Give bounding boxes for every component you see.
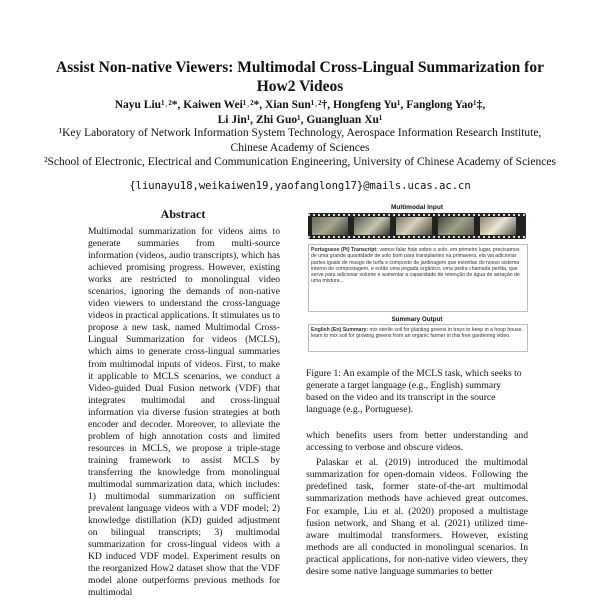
- authors-line-1: Nayu Liu¹˒²*, Kaiwen Wei¹˒²*, Xian Sun¹˒²†, Hongfeng Yu¹, Fanglong Yao¹‡,: [114, 99, 486, 111]
- right-column-body: [306, 430, 528, 578]
- summary-output-label: Summary Output: [391, 316, 443, 323]
- video-frame-3: [396, 217, 432, 235]
- abstract-text: Multimodal summarization for videos aims to generate summaries from multi-source information (videos, audio transcripts), which has achieved promising progress. However, existing works are restricted to monolingual video scenarios, ignoring the demands of non-native video viewers to understand the cross-language videos in practical applications. It stimulates us to propose a new task, named Multimodal Cross-Lingual Summarization for videos (MCLS), which aims to generate cross-lingual summaries from multimodal inputs of videos. First, to make it applicable to MCLS scenarios, we conduct a Video-guided Dual Fusion network (VDF) that integrates multimodal and cross-lingual information via diverse fusion strategies at both encoder and decoder. Moreover, to alleviate the problem of high annotation costs and limited resources in MCLS, we propose a triple-stage training framework to assist MCLS by transferring the knowledge from monolingual multimodal summarization data, which includes: 1) multimodal summarization on sufficient prevalent language videos with a VDF model; 2) knowledge distillation (KD) guided adjustment on bilingual transcripts; 3) multimodal summarization for cross-lingual videos with a KD induced VDF model. Experiment results on the reorganized How2 dataset show that the VDF model alone outperforms previous methods for multimodal: [88, 226, 280, 599]
- author-emails: {liunayu18,weikaiwen19,yaofanglong17}@mails.ucas.ac.cn: [129, 180, 471, 192]
- transcript-label: Portuguese (Pt) Transcript:: [311, 247, 378, 253]
- paper-title: Assist Non-native Viewers: Multimodal Cross-Lingual Summarization for How2 Videos: [56, 59, 544, 95]
- author-list: [40, 98, 560, 128]
- affiliation-1: ¹Key Laboratory of Network Information System Technology, Aerospace Information Research Institute, Chinese Academy of Sciences: [58, 127, 542, 154]
- video-frame-5: [480, 217, 516, 235]
- summary-box: [308, 324, 528, 352]
- film-perforation-bottom: [308, 236, 526, 238]
- figure-1: [306, 204, 528, 466]
- right-paragraph-2: Palaskar et al. (2019) introduced the multimodal summarization for open-domain videos. Following the predefined task, former state-of-the-art multimodal summarization methods have achieved great outcomes. For example, Liu et al. (2020) proposed a multistage fusion network, and Shang et al. (2021) utilized time-aware multimodal transformers. However, existing methods are all conducted in monolingual scenarios. In practical applications, for non-native video viewers, they desire some native language summaries to better: [306, 457, 528, 578]
- abstract-body: [88, 226, 280, 599]
- affiliation-2: ²School of Electronic, Electrical and Communication Engineering, University of Chinese Academy of Sciences: [44, 156, 556, 168]
- right-paragraph-1: which benefits users from better understanding and accessing to verbose and obscure videos.: [306, 430, 528, 454]
- summary-text: mix sterile soil for planting greens in trays to keep in a hoop house. learn to mix soil for growing greens from an organic farmer in this free gardening video.: [311, 327, 523, 340]
- figure-input-label: Multimodal Input: [391, 204, 443, 211]
- abstract-heading: Abstract: [160, 207, 206, 221]
- video-frame-4: [438, 217, 474, 235]
- film-perforation-top: [308, 214, 526, 216]
- video-filmstrip: [308, 213, 526, 239]
- authors-line-2: Li Jin¹, Zhi Guo¹, Guangluan Xu¹: [217, 114, 383, 126]
- affiliations: [40, 126, 560, 170]
- video-frame-2: [354, 217, 390, 235]
- summary-label: English (En) Summary:: [311, 327, 369, 333]
- transcript-box: [308, 244, 528, 312]
- video-frame-1: [312, 217, 348, 235]
- transcript-text: vamos falar hoje sobre o solo. em primeiro lugar, precisamos de uma grande quantidade de solo bom para transplantes na primavera. ela vai adicionar partes iguais de musgo de turfa e composto de jardinagem que estreitas do nosso sistema interno de compostagem, e então uma pegada orgânico, uma pedra chamada perlita, que serve para adicionar volume e aumentar a capacidade de retenção de água de aeração de uma mistura...: [311, 247, 520, 285]
- figure-caption: Figure 1: An example of the MCLS task, which seeks to generate a target language (e.g., English) summary based on the video and its transcript in the source language (e.g., Portuguese).: [306, 368, 522, 415]
